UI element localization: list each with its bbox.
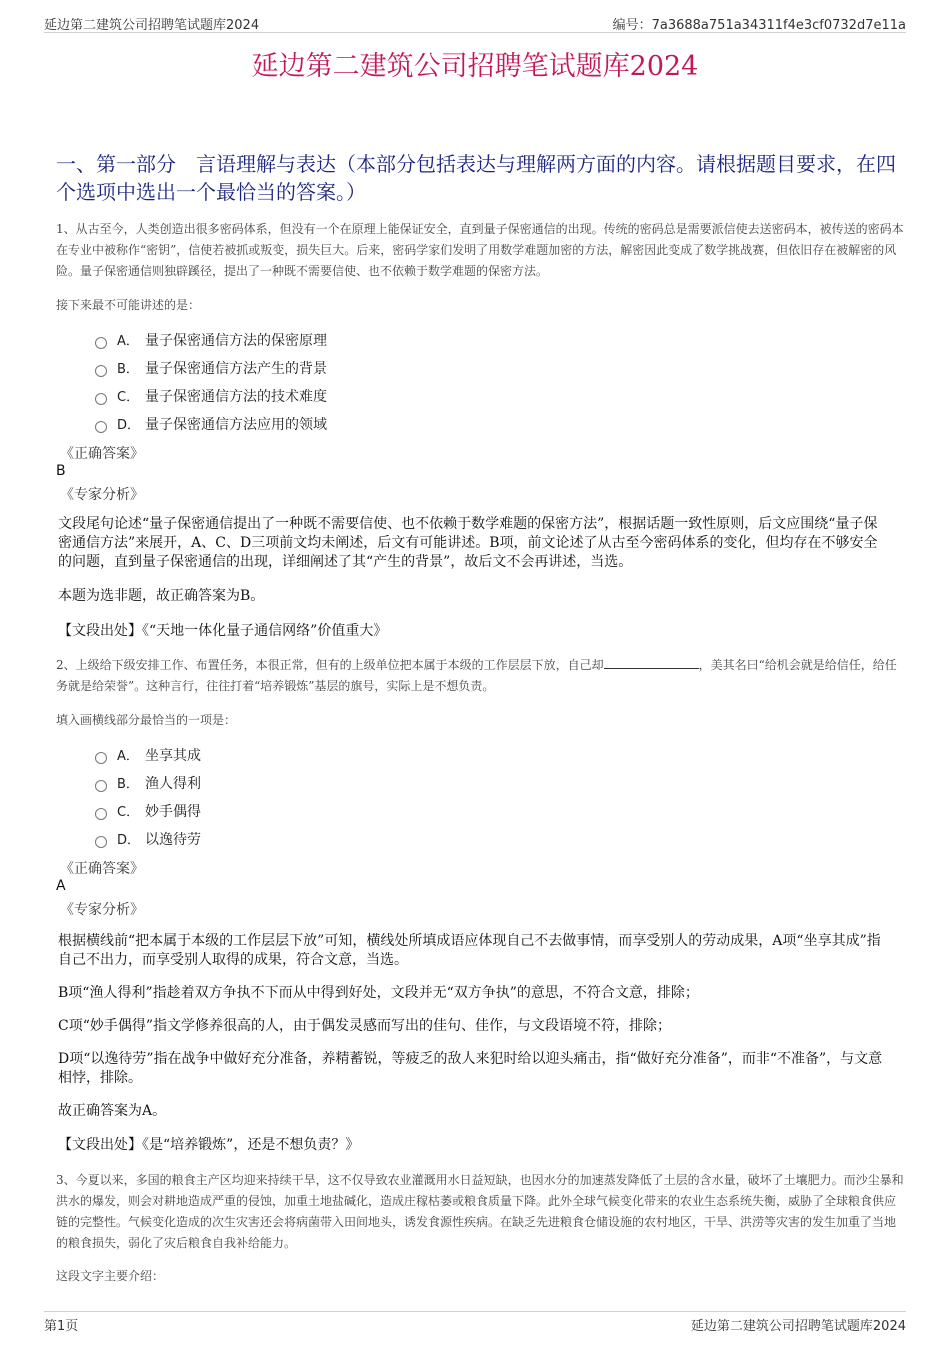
q2-option-d[interactable]: D． 以逸待劳 (95, 829, 201, 849)
q1-option-b[interactable]: B． 量子保密通信方法产生的背景 (95, 358, 327, 378)
q3-text: 3、今夏以来，多国的粮食主产区均迎来持续干旱，这不仅导致农业灌溉用水日益短缺，也因水分的加速蒸发降低了土层的含水量，破坏了土壤肥力。而沙尘暴和洪水的爆发，则会对耕地造成严重的侵蚀，加重土地盐碱化，造成庄稼枯萎或粮食质量下降。此外全球气候变化带来的农业生态系统失衡，威胁了全球粮食供应链的完整性。气候变化造成的次生灾害还会将病菌带入田间地头，诱发食源性疾病。在缺乏先进粮食仓储设施的农村地区，干旱、洪涝等灾害的发生加重了当地的粮食损失，弱化了灾后粮食自我补给能力。 (56, 1173, 904, 1250)
q2-analysis-label: 《专家分析》 (60, 902, 144, 918)
radio-icon[interactable] (95, 337, 107, 349)
answer-blank (604, 658, 699, 669)
q3-prompt: 这段文字主要介绍： (56, 1269, 165, 1283)
q2-analysis-p4: D项“以逸待劳”指在战争中做好充分准备，养精蓄锐，等疲乏的敌人来犯时给以迎头痛击，指“做好充分准备”，而非“不准备”，与文意相悖，排除。 (58, 1051, 883, 1086)
q2-analysis-p3: C项“妙手偶得”指文学修养很高的人，由于偶发灵感而写出的佳句、佳作，与文段语境不符，排除； (58, 1018, 672, 1034)
radio-icon[interactable] (95, 780, 107, 792)
q2-option-c[interactable]: C． 妙手偶得 (95, 801, 201, 821)
section-title: 一、第一部分 言语理解与表达（本部分包括表达与理解两方面的内容。请根据题目要求，在四个选项中选出一个最恰当的答案。） (56, 152, 896, 204)
radio-icon[interactable] (95, 808, 107, 820)
q1-analysis-p2: 本题为选非题，故正确答案为B。 (58, 588, 265, 604)
q2-option-a[interactable]: A． 坐享其成 (95, 745, 201, 765)
q2-option-b[interactable]: B． 渔人得利 (95, 773, 201, 793)
header-doc-id: 编号：7a3688a751a34311f4e3cf0732d7e11a (612, 18, 906, 33)
q1-prompt: 接下来最不可能讲述的是： (56, 298, 201, 312)
page-number: 第1页 (44, 1319, 79, 1334)
q2-answer-label: 《正确答案》 (60, 861, 144, 877)
page-header (44, 14, 906, 33)
q1-analysis-label: 《专家分析》 (60, 487, 144, 503)
radio-icon[interactable] (95, 752, 107, 764)
q2-analysis-p2: B项“渔人得利”指趁着双方争执不下而从中得到好处，文段并无“双方争执”的意思，不符合文意，排除； (58, 985, 699, 1001)
q1-option-a[interactable]: A． 量子保密通信方法的保密原理 (95, 330, 327, 350)
radio-icon[interactable] (95, 836, 107, 848)
page-footer (44, 1311, 906, 1332)
header-doc-title: 延边第二建筑公司招聘笔试题库2024 (44, 18, 260, 33)
radio-icon[interactable] (95, 365, 107, 377)
q2-analysis-p5: 故正确答案为A。 (58, 1103, 167, 1119)
q1-analysis-p1: 文段尾句论述“量子保密通信提出了一种既不需要信使、也不依赖于数学难题的保密方法”，根据话题一致性原则，后文应围绕“量子保密通信方法”来展开，A、C、D三项前文均未阐述，后文有可能讲述。B项，前文论述了从古至今密码体系的变化，但均存在不够安全的问题，直到量子保密通信的出现，详细阐述了其“产生的背景”，故后文不会再讲述，当选。 (58, 516, 878, 570)
q1-answer-value: B (56, 463, 66, 479)
q1-answer-label: 《正确答案》 (60, 446, 144, 462)
q2-analysis-p1: 根据横线前“把本属于本级的工作层层下放”可知，横线处所填成语应体现自己不去做事情，而享受别人的劳动成果，A项“坐享其成”指自己不出力，而享受别人取得的成果，符合文意，当选。 (58, 933, 881, 968)
q2-answer-value: A (56, 878, 66, 894)
q1-option-d[interactable]: D． 量子保密通信方法应用的领域 (95, 414, 327, 434)
q1-option-c[interactable]: C． 量子保密通信方法的技术难度 (95, 386, 327, 406)
q2-source: 【文段出处】《是“培养锻炼”，还是不想负责？》 (58, 1137, 360, 1153)
q1-source: 【文段出处】《“天地一体化量子通信网络”价值重大》 (58, 623, 388, 639)
q1-text: 1、从古至今，人类创造出很多密码体系，但没有一个在原理上能保证安全，直到量子保密通信的出现。传统的密码总是需要派信使去送密码本，被传送的密码本在专业中被称作“密钥”，信使若被抓或叛变，损失巨大。后来，密码学家们发明了用数学难题加密的方法，解密因此变成了数学挑战赛，但依旧存在被解密的风险。量子保密通信则独辟蹊径，提出了一种既不需要信使、也不依赖于数学难题的保密方法。 (56, 222, 904, 278)
footer-doc-title: 延边第二建筑公司招聘笔试题库2024 (690, 1319, 906, 1334)
radio-icon[interactable] (95, 421, 107, 433)
page-title: 延边第二建筑公司招聘笔试题库2024 (251, 51, 699, 82)
q2-text: 2、上级给下级安排工作、布置任务，本很正常，但有的上级单位把本属于本级的工作层层下放，自己却 ，美其名曰“给机会就是给信任，给任务就是给荣誉”。这种言行，往往打着“培养锻炼”基层的旗号，实际上是不想负责。 (56, 658, 897, 693)
radio-icon[interactable] (95, 393, 107, 405)
q2-prompt: 填入画横线部分最恰当的一项是： (56, 713, 237, 727)
